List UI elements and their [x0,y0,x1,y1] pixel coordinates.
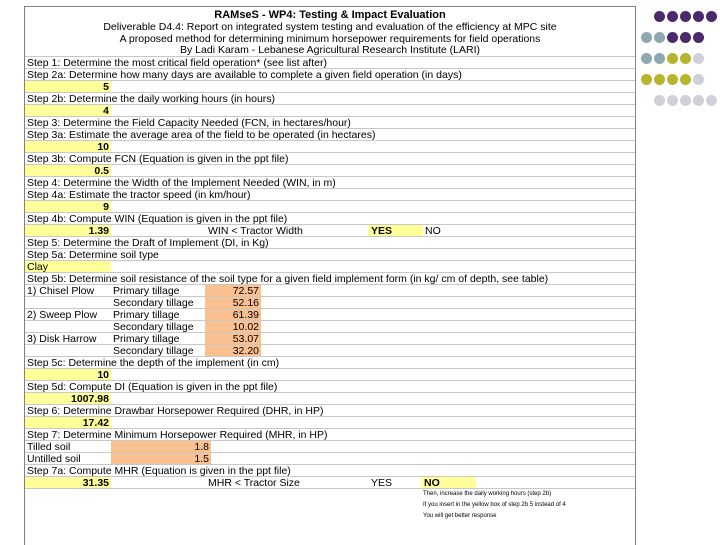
step-5: Step 5: Determine the Draft of Implement (DI, in Kg) [27,237,269,249]
mhr-yes: YES [371,477,393,489]
primary-label: Primary tillage [113,333,180,345]
decor-dot [654,11,665,22]
implement-name: 1) Chisel Plow [27,285,95,297]
fcn-value: 0.5 [25,165,111,177]
decor-dot [654,53,665,64]
step-3a: Step 3a: Estimate the average area of the field to be operated (in hectares) [27,129,376,141]
input-hours[interactable]: 4 [25,105,111,117]
input-speed[interactable]: 9 [25,201,111,213]
tilled-soil-value: 1.8 [111,441,211,453]
decor-dot [667,11,678,22]
step-4a: Step 4a: Estimate the tractor speed (in km/hour) [27,189,251,201]
step-4: Step 4: Determine the Width of the Implement Needed (WIN, in m) [27,177,336,189]
secondary-resistance: 32.20 [205,345,261,357]
secondary-resistance: 10.02 [205,321,261,333]
win-no: NO [425,225,441,237]
mhr-comparison: MHR < Tractor Size [208,477,300,489]
primary-resistance: 61.39 [205,309,261,321]
step-3: Step 3: Determine the Field Capacity Needed (FCN, in hectares/hour) [27,117,351,129]
primary-label: Primary tillage [113,285,180,297]
win-comparison: WIN < Tractor Width [208,225,303,237]
win-value: 1.39 [25,225,111,237]
decor-dot [693,95,704,106]
decor-dot [693,74,704,85]
decor-dot [641,74,652,85]
decor-dot [693,32,704,43]
secondary-label: Secondary tillage [113,345,194,357]
input-depth[interactable]: 10 [25,369,111,381]
primary-resistance: 53.07 [205,333,261,345]
untilled-soil-value: 1.5 [111,453,211,465]
input-days[interactable]: 5 [25,81,111,93]
decor-dot [680,32,691,43]
decor-dot [680,53,691,64]
doc-subtitle: Deliverable D4.4: Report on integrated system testing and evaluation of the efficiency at MPC site [103,21,557,33]
implement-name: 2) Sweep Plow [27,309,98,321]
step-2b: Step 2b: Determine the daily working hours (in hours) [27,93,276,105]
note-line: If you insert in the yellow box of step 2b 5 instead of 4 [423,502,566,508]
decor-dot [693,53,704,64]
step-6: Step 6: Determine Drawbar Horsepower Required (DHR, in HP) [27,405,324,417]
implement-name: 3) Disk Harrow [27,333,97,345]
decor-dot [641,53,652,64]
soil-type-select[interactable]: Clay [25,261,111,273]
note-line: You will get better response [423,513,497,519]
secondary-resistance: 52.16 [205,297,261,309]
input-area[interactable]: 10 [25,141,111,153]
mhr-no: NO [421,477,476,489]
secondary-label: Secondary tillage [113,297,194,309]
decor-dot [706,11,717,22]
decor-dot [667,53,678,64]
step-7: Step 7: Determine Minimum Horsepower Required (MHR, in HP) [27,429,328,441]
doc-title: RAMseS - WP4: Testing & Impact Evaluation [214,9,446,21]
decor-dot [706,95,717,106]
step-5d: Step 5d: Compute DI (Equation is given in the ppt file) [27,381,278,393]
decor-dot [654,95,665,106]
doc-method: A proposed method for determining minimum horsepower requirements for field operations [119,32,541,45]
tilled-soil-label: Tilled soil [27,441,71,453]
step-7a: Step 7a: Compute MHR (Equation is given in the ppt file) [27,465,291,477]
decor-dot [667,95,678,106]
doc-author: By Ladi Karam - Lebanese Agricultural Research Institute (LARI) [180,44,480,56]
step-5a: Step 5a: Determine soil type [27,249,159,261]
spreadsheet [24,6,636,545]
decor-dot [654,32,665,43]
decor-dot [641,32,652,43]
decor-dot [680,11,691,22]
step-3b: Step 3b: Compute FCN (Equation is given in the ppt file) [27,153,289,165]
secondary-label: Secondary tillage [113,321,194,333]
win-yes: YES [368,225,423,237]
step-4b: Step 4b: Compute WIN (Equation is given in the ppt file) [27,213,288,225]
step-5c: Step 5c: Determine the depth of the implement (in cm) [27,357,280,369]
step-5b: Step 5b: Determine soil resistance of the soil type for a given field implement form (in kg/ cm of depth, see table) [27,273,549,285]
untilled-soil-label: Untilled soil [27,453,81,465]
decor-dot [680,74,691,85]
decor-dot [680,95,691,106]
step-2a: Step 2a: Determine how many days are available to complete a given field operation (in days) [27,69,462,81]
decorative-dots [641,11,717,121]
primary-label: Primary tillage [113,309,180,321]
decor-dot [667,32,678,43]
decor-dot [654,74,665,85]
step-1: Step 1: Determine the most critical field operation* (see list after) [27,57,327,69]
mhr-value: 31.35 [25,477,111,489]
decor-dot [693,11,704,22]
decor-dot [667,74,678,85]
primary-resistance: 72.57 [205,285,261,297]
note-line: Then, increase the daily working hours (step 2b) [423,491,552,497]
di-value: 1007.98 [25,393,111,405]
dhr-value: 17.42 [25,417,111,429]
